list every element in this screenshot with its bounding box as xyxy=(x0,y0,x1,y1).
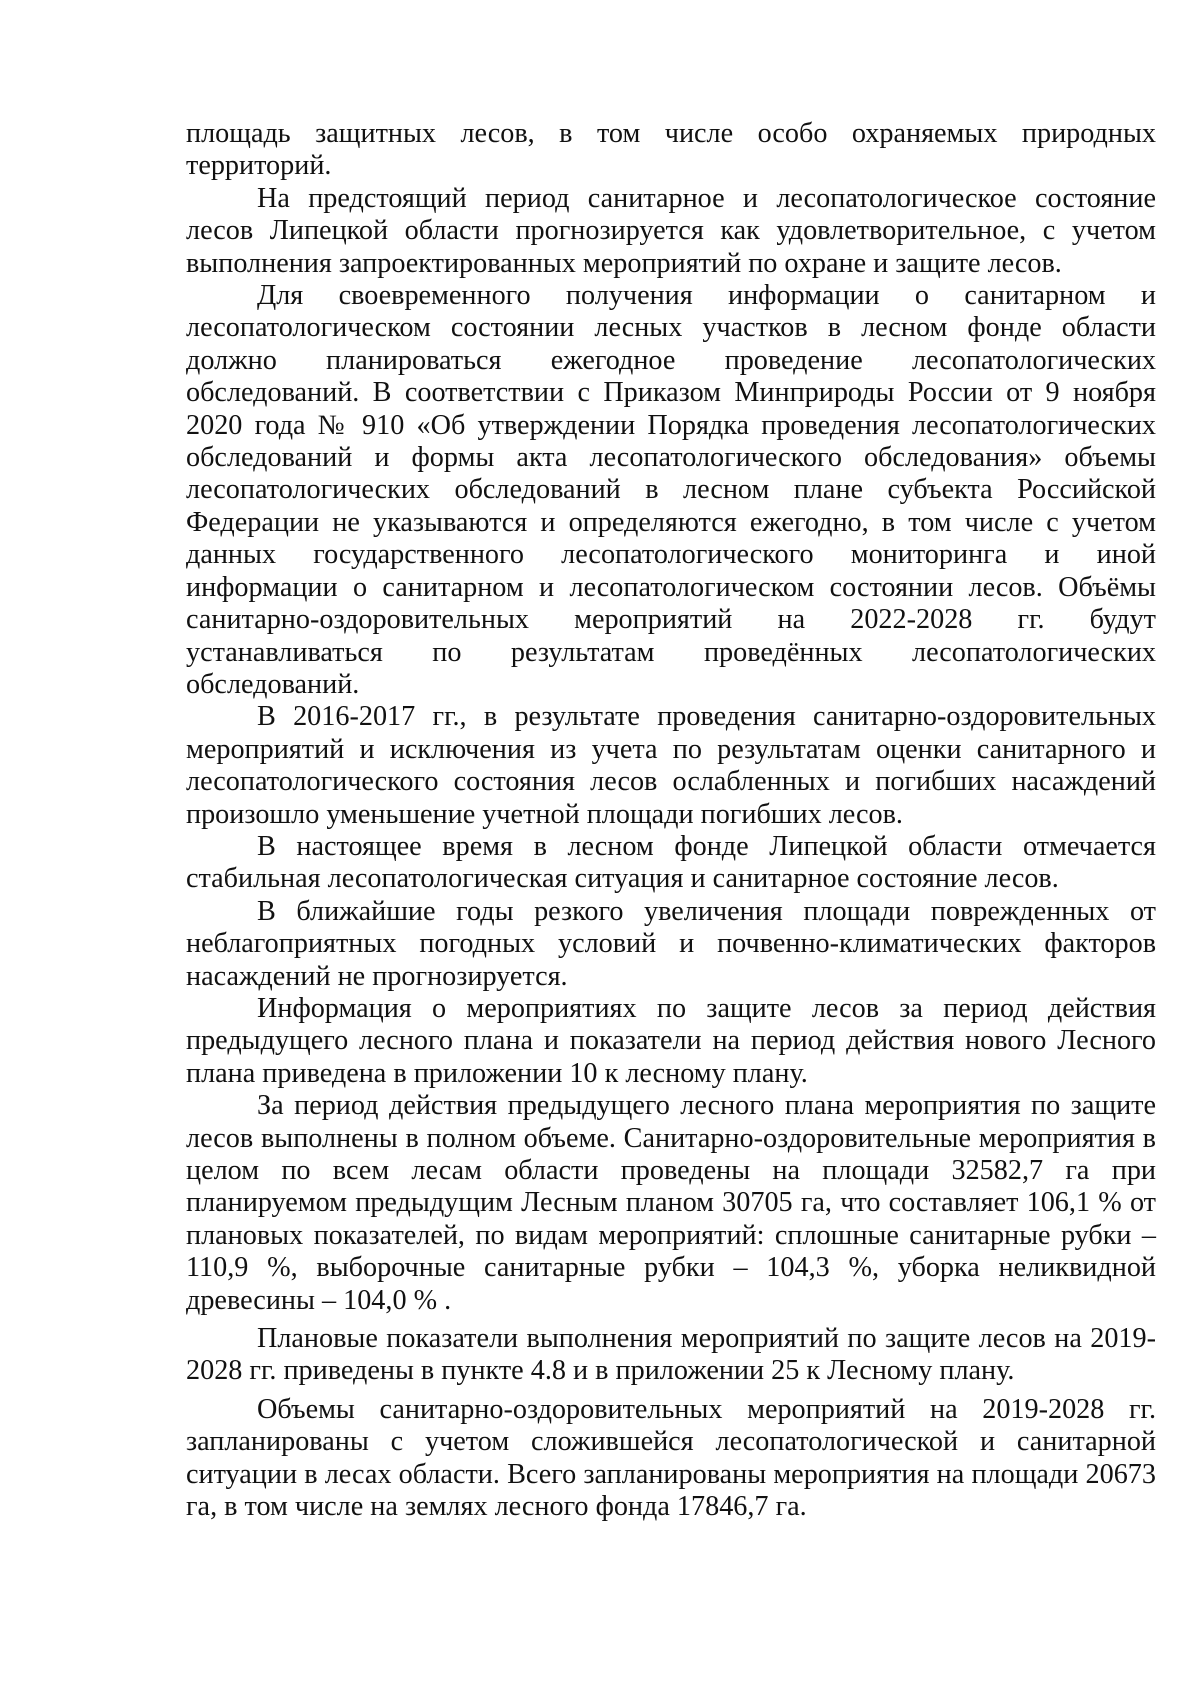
document-page xyxy=(186,118,1156,1523)
paragraph-protective-forests-continuation: площадь защитных лесов, в том числе особо охраняемых природных территорий. xyxy=(186,118,1156,182)
paragraph-near-term-forecast: В ближайшие годы резкого увеличения площади поврежденных от неблагоприятных погодных условий и почвенно-климатических факторов насаждений не прогнозируется. xyxy=(186,895,1156,992)
paragraph-previous-plan-results: За период действия предыдущего лесного плана мероприятия по защите лесов выполнены в полном объеме. Санитарно-оздоровительные мероприятия в целом по всем лесам области проведены на площади 32582,7 га при планируемом предыдущим Лесным планом 30705 га, что составляет 106,1 % от плановых показателей, по видам мероприятий: сплошные санитарные рубки – 110,9 %, выборочные санитарные рубки – 104,3 %, уборка неликвидной древесины – 104,0 % . xyxy=(186,1090,1156,1316)
paragraph-2016-2017-results: В 2016-2017 гг., в результате проведения санитарно-оздоровительных мероприятий и исключения из учета по результатам оценки санитарного и лесопатологического состояния лесов ослабленных и погибших насаждений произошло уменьшение учетной площади погибших лесов. xyxy=(186,701,1156,830)
paragraph-pathology-surveys: Для своевременного получения информации о санитарном и лесопатологическом состоянии лесных участков в лесном фонде области должно планироваться ежегодное проведение лесопатологических обследований. В соответствии с Приказом Минприроды России от 9 ноября 2020 года № 910 «Об утверждении Порядка проведения лесопатологических обследований и формы акта лесопатологического обследования» объемы лесопатологических обследований в лесном плане субъекта Российской Федерации не указываются и определяются ежегодно, в том числе с учетом данных государственного лесопатологического мониторинга и иной информации о санитарном и лесопатологическом состоянии лесов. Объёмы санитарно-оздоровительных мероприятий на 2022-2028 гг. будут устанавливаться по результатам проведённых лесопатологических обследований. xyxy=(186,280,1156,700)
paragraph-sanitary-forecast: На предстоящий период санитарное и лесопатологическое состояние лесов Липецкой области прогнозируется как удовлетворительное, с учетом выполнения запроектированных мероприятий по охране и защите лесов. xyxy=(186,182,1156,279)
paragraph-planned-indicators: Плановые показатели выполнения мероприятий по защите лесов на 2019-2028 гг. приведены в пункте 4.8 и в приложении 25 к Лесному плану. xyxy=(186,1323,1156,1387)
paragraph-planned-volumes: Объемы санитарно-оздоровительных мероприятий на 2019-2028 гг. запланированы с учетом сложившейся лесопатологической и санитарной ситуации в лесах области. Всего запланированы мероприятия на площади 20673 га, в том числе на землях лесного фонда 17846,7 га. xyxy=(186,1393,1156,1523)
paragraph-current-situation: В настоящее время в лесном фонде Липецкой области отмечается стабильная лесопатологическая ситуация и санитарное состояние лесов. xyxy=(186,830,1156,895)
paragraph-appendix-10-info: Информация о мероприятиях по защите лесов за период действия предыдущего лесного плана и показатели на период действия нового Лесного плана приведена в приложении 10 к лесному плану. xyxy=(186,992,1156,1089)
